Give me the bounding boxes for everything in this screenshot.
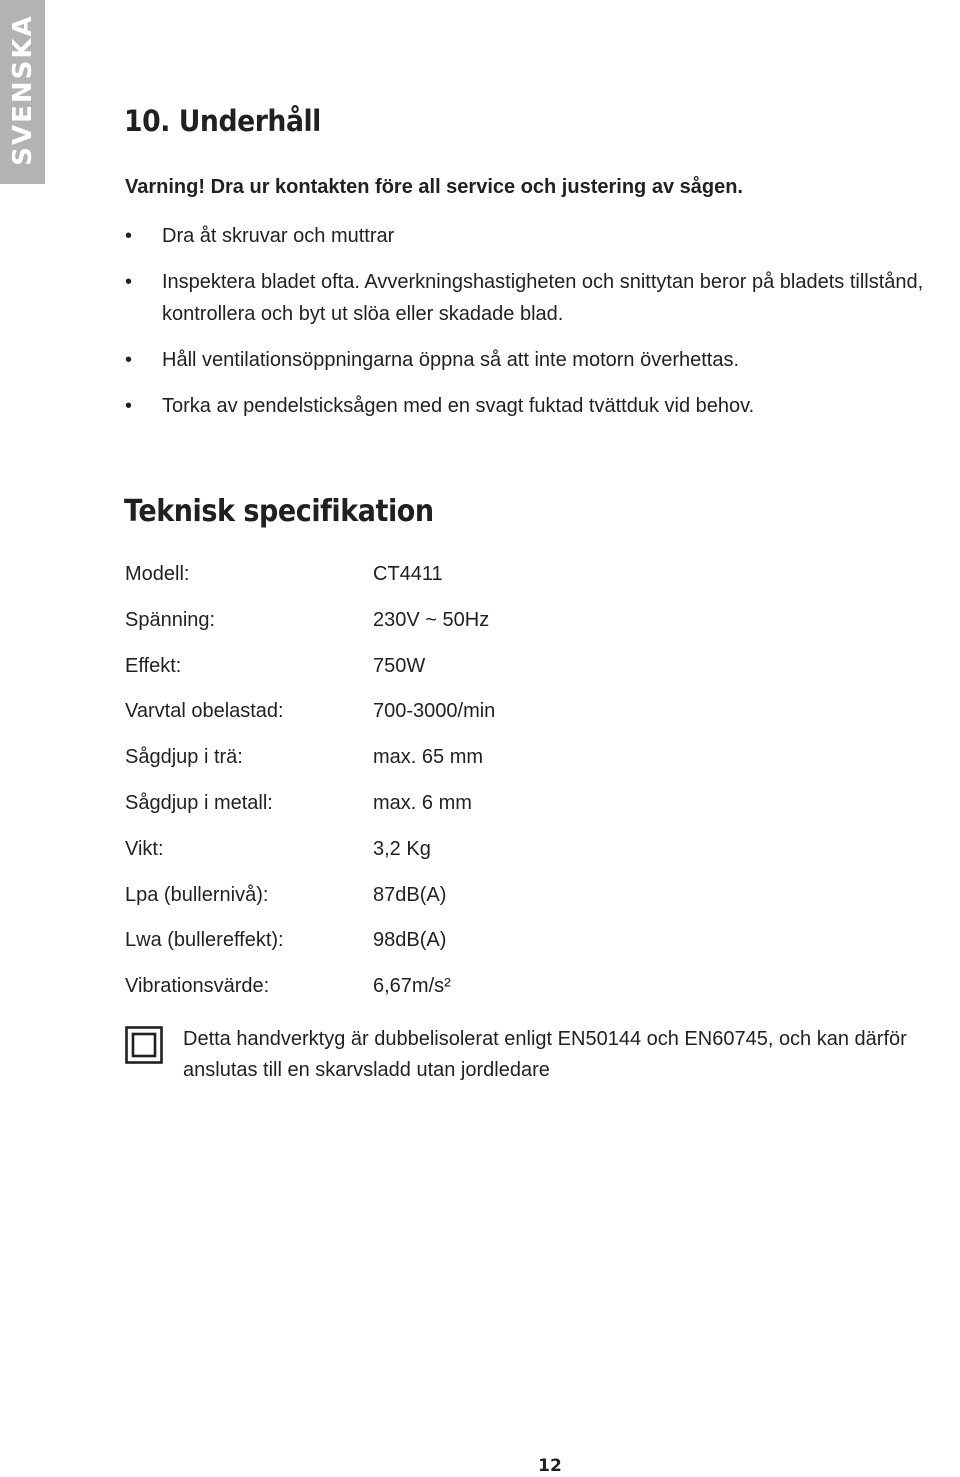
list-item bbox=[125, 344, 960, 376]
list-item-text: Håll ventilationsöppningarna öppna så att inte motorn överhettas. bbox=[162, 349, 740, 371]
spec-value: 6,67m/s² bbox=[373, 975, 451, 998]
bullet-marker: • bbox=[125, 271, 133, 293]
list-item-text: Dra åt skruvar och muttrar bbox=[162, 225, 395, 247]
maintenance-heading: 10. Underhåll bbox=[124, 104, 321, 138]
spec-value: 3,2 Kg bbox=[373, 837, 431, 860]
spec-label: Vikt: bbox=[125, 837, 164, 860]
spec-label: Modell: bbox=[125, 563, 190, 585]
list-item bbox=[125, 390, 960, 422]
language-tab-label: SVENSKA bbox=[8, 14, 38, 166]
spec-value: 750W bbox=[373, 654, 426, 677]
spec-label: Effekt: bbox=[125, 654, 182, 677]
spec-value: max. 65 mm bbox=[373, 746, 484, 769]
spec-value: 98dB(A) bbox=[373, 929, 447, 952]
list-item bbox=[125, 266, 960, 330]
bullet-marker: • bbox=[125, 395, 133, 417]
spec-label: Lpa (bullernivå): bbox=[125, 883, 269, 906]
page-number: 12 bbox=[538, 1456, 562, 1476]
spec-value: 87dB(A) bbox=[373, 883, 447, 906]
spec-value: max. 6 mm bbox=[373, 791, 472, 814]
spec-label: Vibrationsvärde: bbox=[125, 975, 270, 998]
language-tab bbox=[0, 0, 45, 184]
list-item bbox=[125, 220, 960, 252]
spec-label: Varvtal obelastad: bbox=[125, 700, 284, 723]
bullet-marker: • bbox=[125, 349, 133, 371]
spec-value: CT4411 bbox=[373, 563, 443, 585]
specification-heading: Teknisk specifikation bbox=[124, 494, 434, 529]
maintenance-list bbox=[125, 220, 960, 436]
list-item-text: Inspektera bladet ofta. Avverkningshastigheten och snittytan beror på bladets tillstånd, kontrollera och byt ut slöa eller skadade blad. bbox=[162, 271, 924, 325]
spec-label: Spänning: bbox=[125, 608, 216, 631]
spec-value: 700-3000/min bbox=[373, 700, 496, 723]
bullet-marker: • bbox=[125, 225, 133, 247]
spec-value: 230V ~ 50Hz bbox=[373, 608, 490, 631]
spec-label: Lwa (bullereffekt): bbox=[125, 929, 284, 952]
insulation-text: Detta handverktyg är dubbelisolerat enligt EN50144 och EN60745, och kan därför anslutas till en skarvsladd utan jordledare bbox=[183, 1028, 907, 1081]
list-item-text: Torka av pendelsticksågen med en svagt fuktad tvättduk vid behov. bbox=[162, 395, 755, 417]
maintenance-warning: Varning! Dra ur kontakten före all service och justering av sågen. bbox=[125, 176, 743, 198]
spec-label: Sågdjup i metall: bbox=[125, 791, 273, 814]
spec-label: Sågdjup i trä: bbox=[125, 746, 243, 769]
double-insulation-icon bbox=[125, 1026, 163, 1064]
